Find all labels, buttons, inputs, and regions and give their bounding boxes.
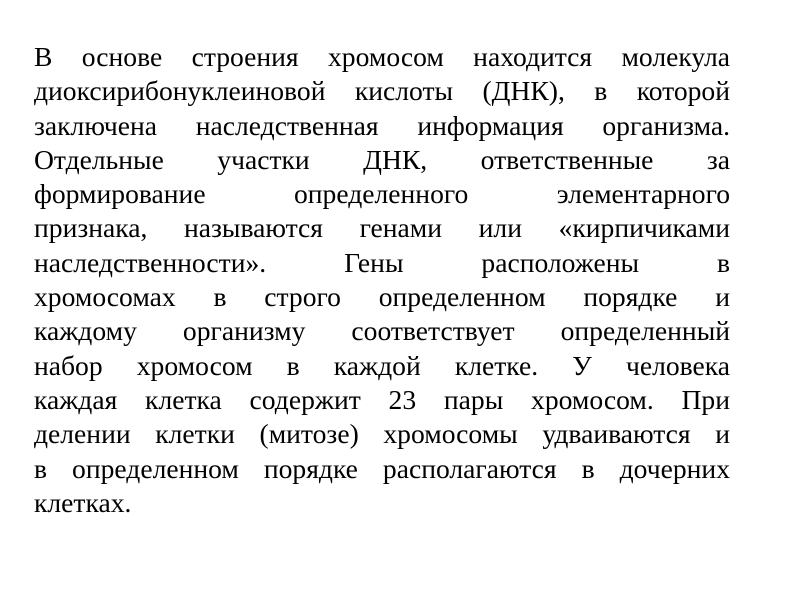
paragraph-line: в определенном порядке располагаются в дочерних <box>34 452 730 484</box>
paragraph-line: В основе строения хромосом находится молекула <box>34 41 730 72</box>
paragraph-line: диоксирибонуклеиновой кислоты (ДНК), в которой <box>34 75 730 107</box>
paragraph-line: заключена наследственная информация организма. <box>34 109 730 141</box>
body-paragraph <box>34 40 730 520</box>
paragraph-line: каждая клетка содержит 23 пары хромосом. При <box>34 383 730 415</box>
paragraph-line: каждому организму соответствует определенный <box>34 315 730 347</box>
paragraph-line: хромосомах в строго определенном порядке и <box>34 281 730 313</box>
paragraph-line: делении клетки (митозе) хромосомы удваиваются и <box>34 418 730 450</box>
paragraph-line: наследственности». Гены расположены в <box>34 246 730 278</box>
paragraph-line: Отдельные участки ДНК, ответственные за <box>34 143 730 175</box>
paragraph-line: клетках. <box>34 486 132 518</box>
paragraph-line: формирование определенного элементарного <box>34 178 730 210</box>
paragraph-line: признака, называются генами или «кирпичиками <box>34 212 730 244</box>
paragraph-line: набор хромосом в каждой клетке. У человека <box>34 349 730 381</box>
